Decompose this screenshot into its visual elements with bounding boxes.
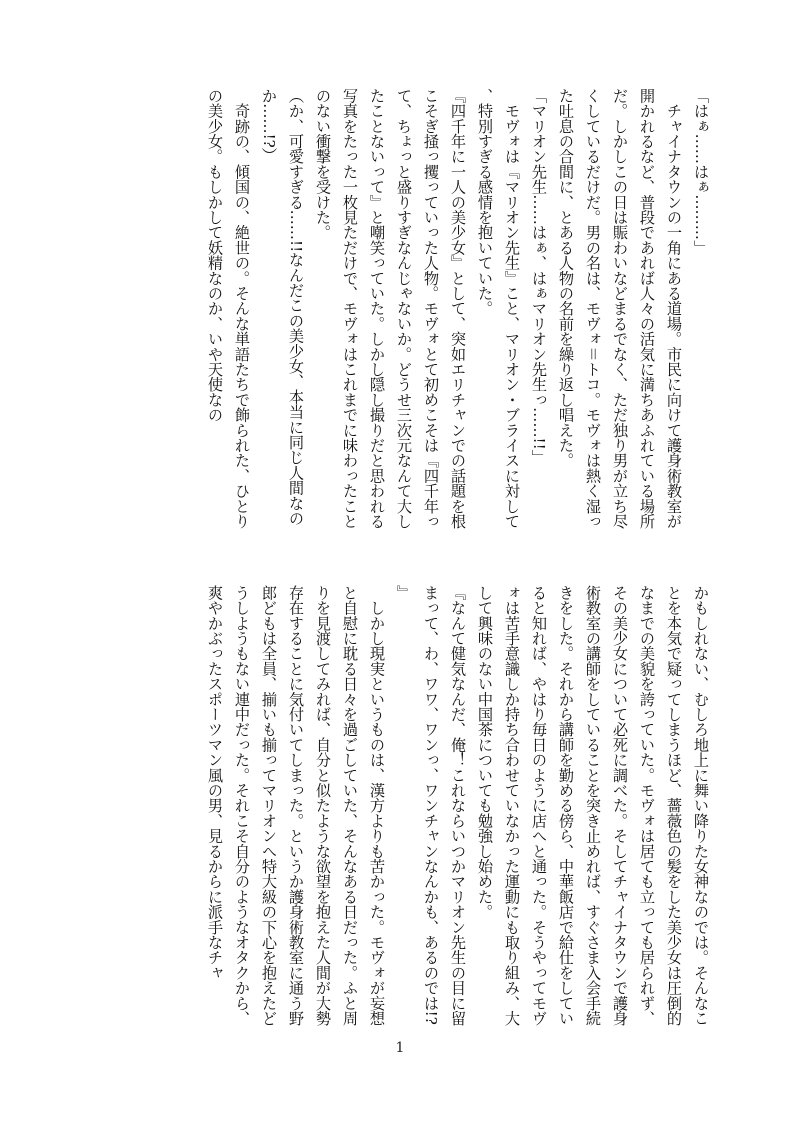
paragraph: 「マリオン先生……はぁ、はぁマリオン先生っ……!!」 xyxy=(530,88,548,465)
paragraph: しかし現実というものは、漢方よりも苦かった。モヴォが妄想と自慰に耽る日々を過ごしていた、そんなある日だった。ふと周りを見渡してみれば、自分と似たような欲望を抱えた人間が大勢存在することに気付いてしまった。というか護身術教室に通う野郎どもは全員、揃いも揃ってマリオンへ特大級の下心を抱えたどうしようもない連中だった。それこそ自分のようなオタクから、爽やかぶったスポーツマン風の男、見るからに派手なチャ xyxy=(206,585,386,1026)
page-number: 1 xyxy=(395,1040,405,1056)
paragraph: （か、可愛すぎる……!!なんだこの美少女、本当に同じ人間なのか……!?） xyxy=(260,88,305,526)
paragraph: 『四千年に一人の美少女』として、突如エリチャンでの話題を根こそぎ掻っ攫っていった人物。モヴォとて初めこそは『四千年って、ちょっと盛りすぎなんじゃないか。どうせ三次元なんて大したことないって』と嘲笑っていた。しかし隠し撮りだと思われる写真をたった一枚見ただけで、モヴォはこれまでに味わったことのない衝撃を受けた。 xyxy=(314,88,467,529)
upper-text-block xyxy=(88,88,714,533)
lower-text-block xyxy=(88,585,714,1030)
paragraph: 「はぁ……はぁ………」 xyxy=(692,88,710,256)
paragraph: 『なんて健気なんだ、俺！これならいつかマリオン先生の目に留まって、わ、ワワ、ワンっ、ワンチャンなんかも、あるのでは!?』 xyxy=(395,585,467,1026)
paragraph: かもしれない、むしろ地上に舞い降りた女神なのでは。そんなことを本気で疑ってしまうほど、薔薇色の髪をした美少女は圧倒的なまでの美貌を誇っていた。モヴォは居ても立っても居られず、その美少女について必死に調べた。そしてチャイナタウンで護身術教室の講師をしていることを突き止めれば、すぐさま入会手続きをした。それから講師を勤める傍ら、中華飯店で給仕をしていると知れば、やはり毎日のように店へと通った。そうやってモヴォは苦手意識しか持ち合わせていなかった運動にも取り組み、大して興味のない中国茶についても勉強し始めた。 xyxy=(476,585,710,1026)
paragraph: モヴォは『マリオン先生』こと、マリオン・ブライスに対して、特別すぎる感情を抱いていた。 xyxy=(476,88,521,529)
paragraph: チャイナタウンの一角にある道場。市民に向けて護身術教室が開かれるなど、普段であれば人々の活気に満ちあふれている場所だ。しかしこの日は賑わいなどまるでなく、ただ独り男が立ち尽くしているだけだ。男の名は、モヴォ＝トコ。モヴォは熱く湿った吐息の合間に、とある人物の名前を繰り返し唱えた。 xyxy=(557,88,683,529)
paragraph: 奇跡の、傾国の、絶世の。そんな単語たちで飾られた、ひとりの美少女。もしかして妖精なのか、いや天使なの xyxy=(206,88,251,529)
